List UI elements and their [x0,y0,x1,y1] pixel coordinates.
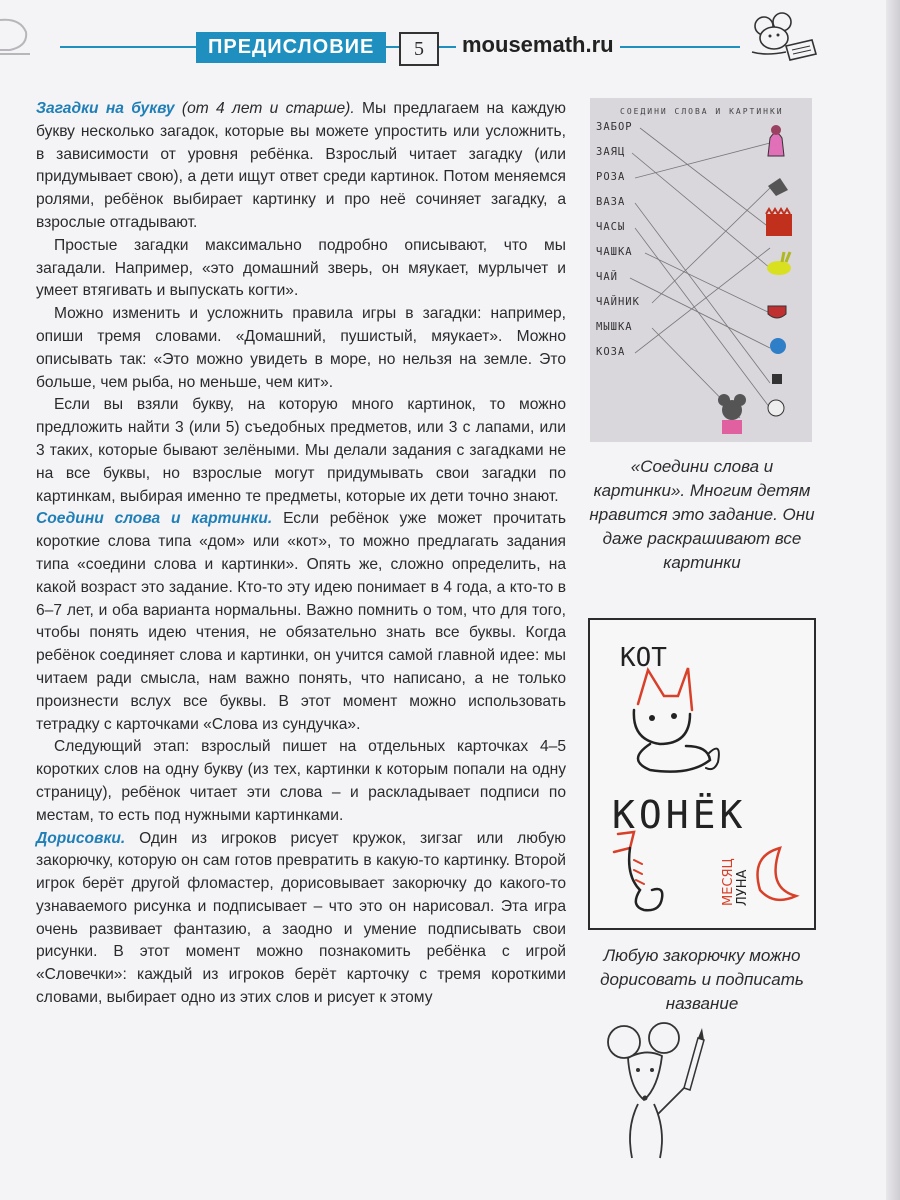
reading-mouse-icon [742,6,822,66]
worksheet-word: МЫШКА [596,321,633,333]
worksheet-title: СОЕДИНИ СЛОВА И КАРТИНКИ [620,107,784,116]
paragraph: Следующий этап: взрослый пишет на отдельных карточках 4–5 коротких слов на одну букву (из тех, картинки к которым попали на одну страницу), ребёнок читает эти слова – и раскладывает подписи по местам, то есть под нужными картинками. [36,738,566,824]
doodle-drawing-photo [588,618,816,930]
worksheet-photo [590,98,812,442]
drawing-label-cat: КОТ [620,643,667,673]
match-words-heading: Соедини слова и картинки. [36,510,273,528]
paragraph-riddles [36,98,566,235]
riddles-heading: Загадки на букву [36,100,175,117]
worksheet-word: ВАЗА [596,196,626,208]
worksheet-word: РОЗА [596,171,626,183]
worksheet-word: ЧАСЫ [596,221,626,233]
paragraph-drawings [36,828,566,1010]
drawing-label-moon: ЛУНА [735,869,750,906]
section-title: ПРЕДИСЛОВИЕ [196,32,386,63]
paragraph-text: Мы предлагаем на каждую букву несколько загадок, которые вы можете упростить или усложнить, в зависимости от уровня ребёнка. Взрослый читает загадку (или придумывает свою), а дети ищут ответ среди картинок. Потом меняемся ролями, ребёнок выбирает картинку и про неё сочиняет загадку, а взрослые отгадывают. [36,100,566,231]
worksheet-word: ЗАЯЦ [596,146,626,158]
paragraph: Можно изменить и усложнить правила игры в загадки: например, опиши тремя словами. «Домашний, пушистый, мяукает». Можно описывать так: «Это можно увидеть в море, но нельзя на земле. Это больше, чем рыба, но меньше, чем кит». [36,305,566,391]
body-text [36,98,566,1010]
page-edge [886,0,900,1200]
mouse-with-pencil-icon [600,1018,710,1168]
drawing-label-horse: КОНЁК [612,793,747,837]
riddles-age-note: (от 4 лет и старше). [174,100,355,117]
paragraph-match-words [36,508,566,736]
connecting-lines [630,128,770,418]
drawing-label-month: МЕСЯЦ [721,858,736,906]
worksheet-word: ЧАШКА [596,246,633,258]
paragraph: Если вы взяли букву, на которую много картинок, то можно предложить найти 3 (или 5) съедобных предметов, или 3 с лапами, или 3 таких, которые бывают зелёными. Мы делали задания с загадками не на все буквы, но взрослые могут придумывать свои загадки по картинкам, выбирая именно те предметы, которые их дети точно знают. [36,396,566,505]
page-number: 5 [399,32,439,66]
doodle-caption: Любую закорючку можно дорисовать и подписать название [600,946,804,1013]
paragraph-text: Если ребёнок уже может прочитать короткие слова типа «дом» или «кот», то можно предлагать задания типа «соедини слова и картинки». Опять же, сложно определить, на какой возраст это задание. Кто-то эту идею понимает в 4 года, а кто-то в 6–7 лет, и оба варианта нормальны. Важно помнить о том, что для того, чтобы понять идею чтения, не обязательно знать все буквы. Когда ребёнок соединяет слова и картинки, он учится самой главной идее: мы читаем ради смысла, нам важно понять, что написано, а не только произнести вслух все буквы. В этот момент можно использовать тетрадку с карточками «Слова из сундучка». [36,510,566,733]
paragraph: Простые загадки максимально подробно описывают, что мы загадали. Например, «это домашний зверь, он мяукает, мурлычет и умеет втягивать и выпускать когти». [36,236,566,300]
worksheet-word: ЗАБОР [596,121,633,133]
worksheet-caption: «Соедини слова и картинки». Многим детям нравится это задание. Они даже раскрашивают все картинки [589,457,815,572]
cat-drawing [634,668,719,772]
crescent-moon-drawing [758,848,797,900]
paragraph-text: Один из игроков рисует кружок, зигзаг или любую закорючку, которую он сам готов превратить в какую-то картинку. Второй игрок берёт другой фломастер, дорисовывает закорючку до какого-то узнаваемого рисунка и подписывает – что это он нарисовал. Эта игра очень развивает фантазию, а заодно и умение подписывать свои рисунки. В этот момент можно познакомить ребёнка с игрой «Словечки»: каждый из игроков берёт карточку с тремя короткими словами, выбирает одно из этих слов и рисует к этому [36,829,566,1007]
drawings-heading: Дорисовки. [36,829,126,847]
seahorse-drawing [614,832,662,910]
worksheet-word: КОЗА [596,346,626,358]
worksheet-word: ЧАЙНИК [596,296,640,308]
site-name: mousemath.ru [456,32,620,58]
worksheet-word: ЧАЙ [596,271,618,283]
